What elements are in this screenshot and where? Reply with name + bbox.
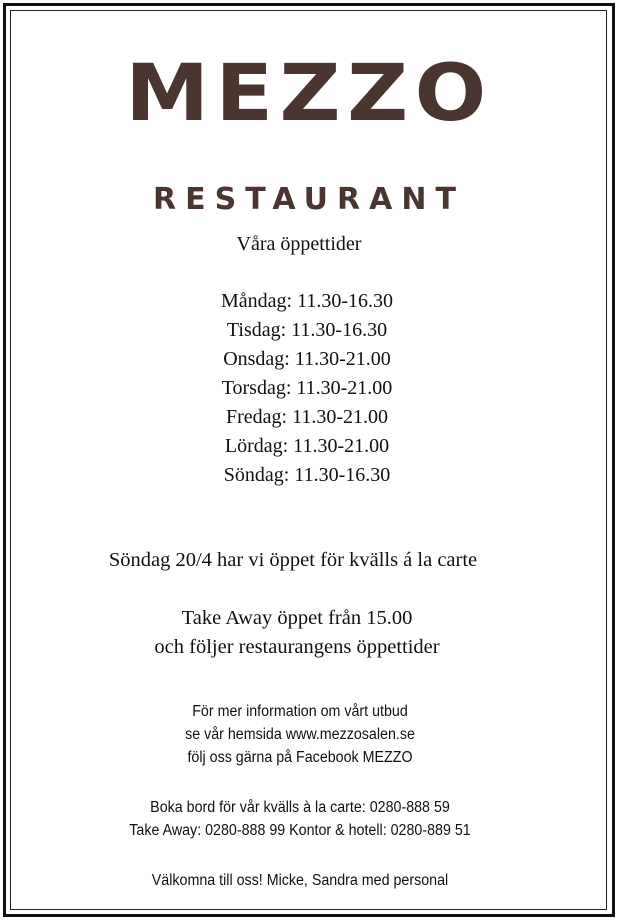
opening-hours-list [0, 287, 616, 490]
booking-line-1: Boka bord för vår kvälls à la carte: 0280-888 59 [150, 799, 450, 816]
more-info [16, 700, 585, 769]
takeaway-line-1: Take Away öppet från 15.00 [181, 607, 413, 629]
hours-wednesday: Onsdag: 11.30-21.00 [223, 348, 391, 370]
booking-line-2: Take Away: 0280-888 99 Kontor & hotell: 0280-889 51 [129, 822, 471, 839]
hours-monday: Måndag: 11.30-16.30 [220, 290, 393, 312]
hours-tuesday: Tisdag: 11.30-16.30 [226, 319, 388, 341]
takeaway-info [0, 604, 606, 662]
info-line-1: För mer information om vårt utbud [192, 703, 408, 720]
logo-restaurant: RESTAURANT [153, 182, 465, 217]
hours-thursday: Torsdag: 11.30-21.00 [221, 377, 393, 399]
booking-contacts [16, 796, 585, 842]
info-line-3: följ oss gärna på Facebook MEZZO [187, 749, 413, 766]
hours-sunday: Söndag: 11.30-16.30 [223, 464, 391, 486]
hours-title: Våra öppettider [236, 233, 362, 255]
info-line-2: se vår hemsida www.mezzosalen.se [185, 726, 415, 743]
special-notice: Söndag 20/4 har vi öppet för kvälls á la carte [108, 549, 478, 571]
hours-saturday: Lördag: 11.30-21.00 [224, 435, 390, 457]
hours-friday: Fredag: 11.30-21.00 [225, 406, 388, 428]
welcome-message: Välkomna till oss! Micke, Sandra med personal [151, 872, 449, 889]
logo-mezzo: MEZZO [125, 49, 493, 139]
takeaway-line-2: och följer restaurangens öppettider [154, 636, 440, 658]
